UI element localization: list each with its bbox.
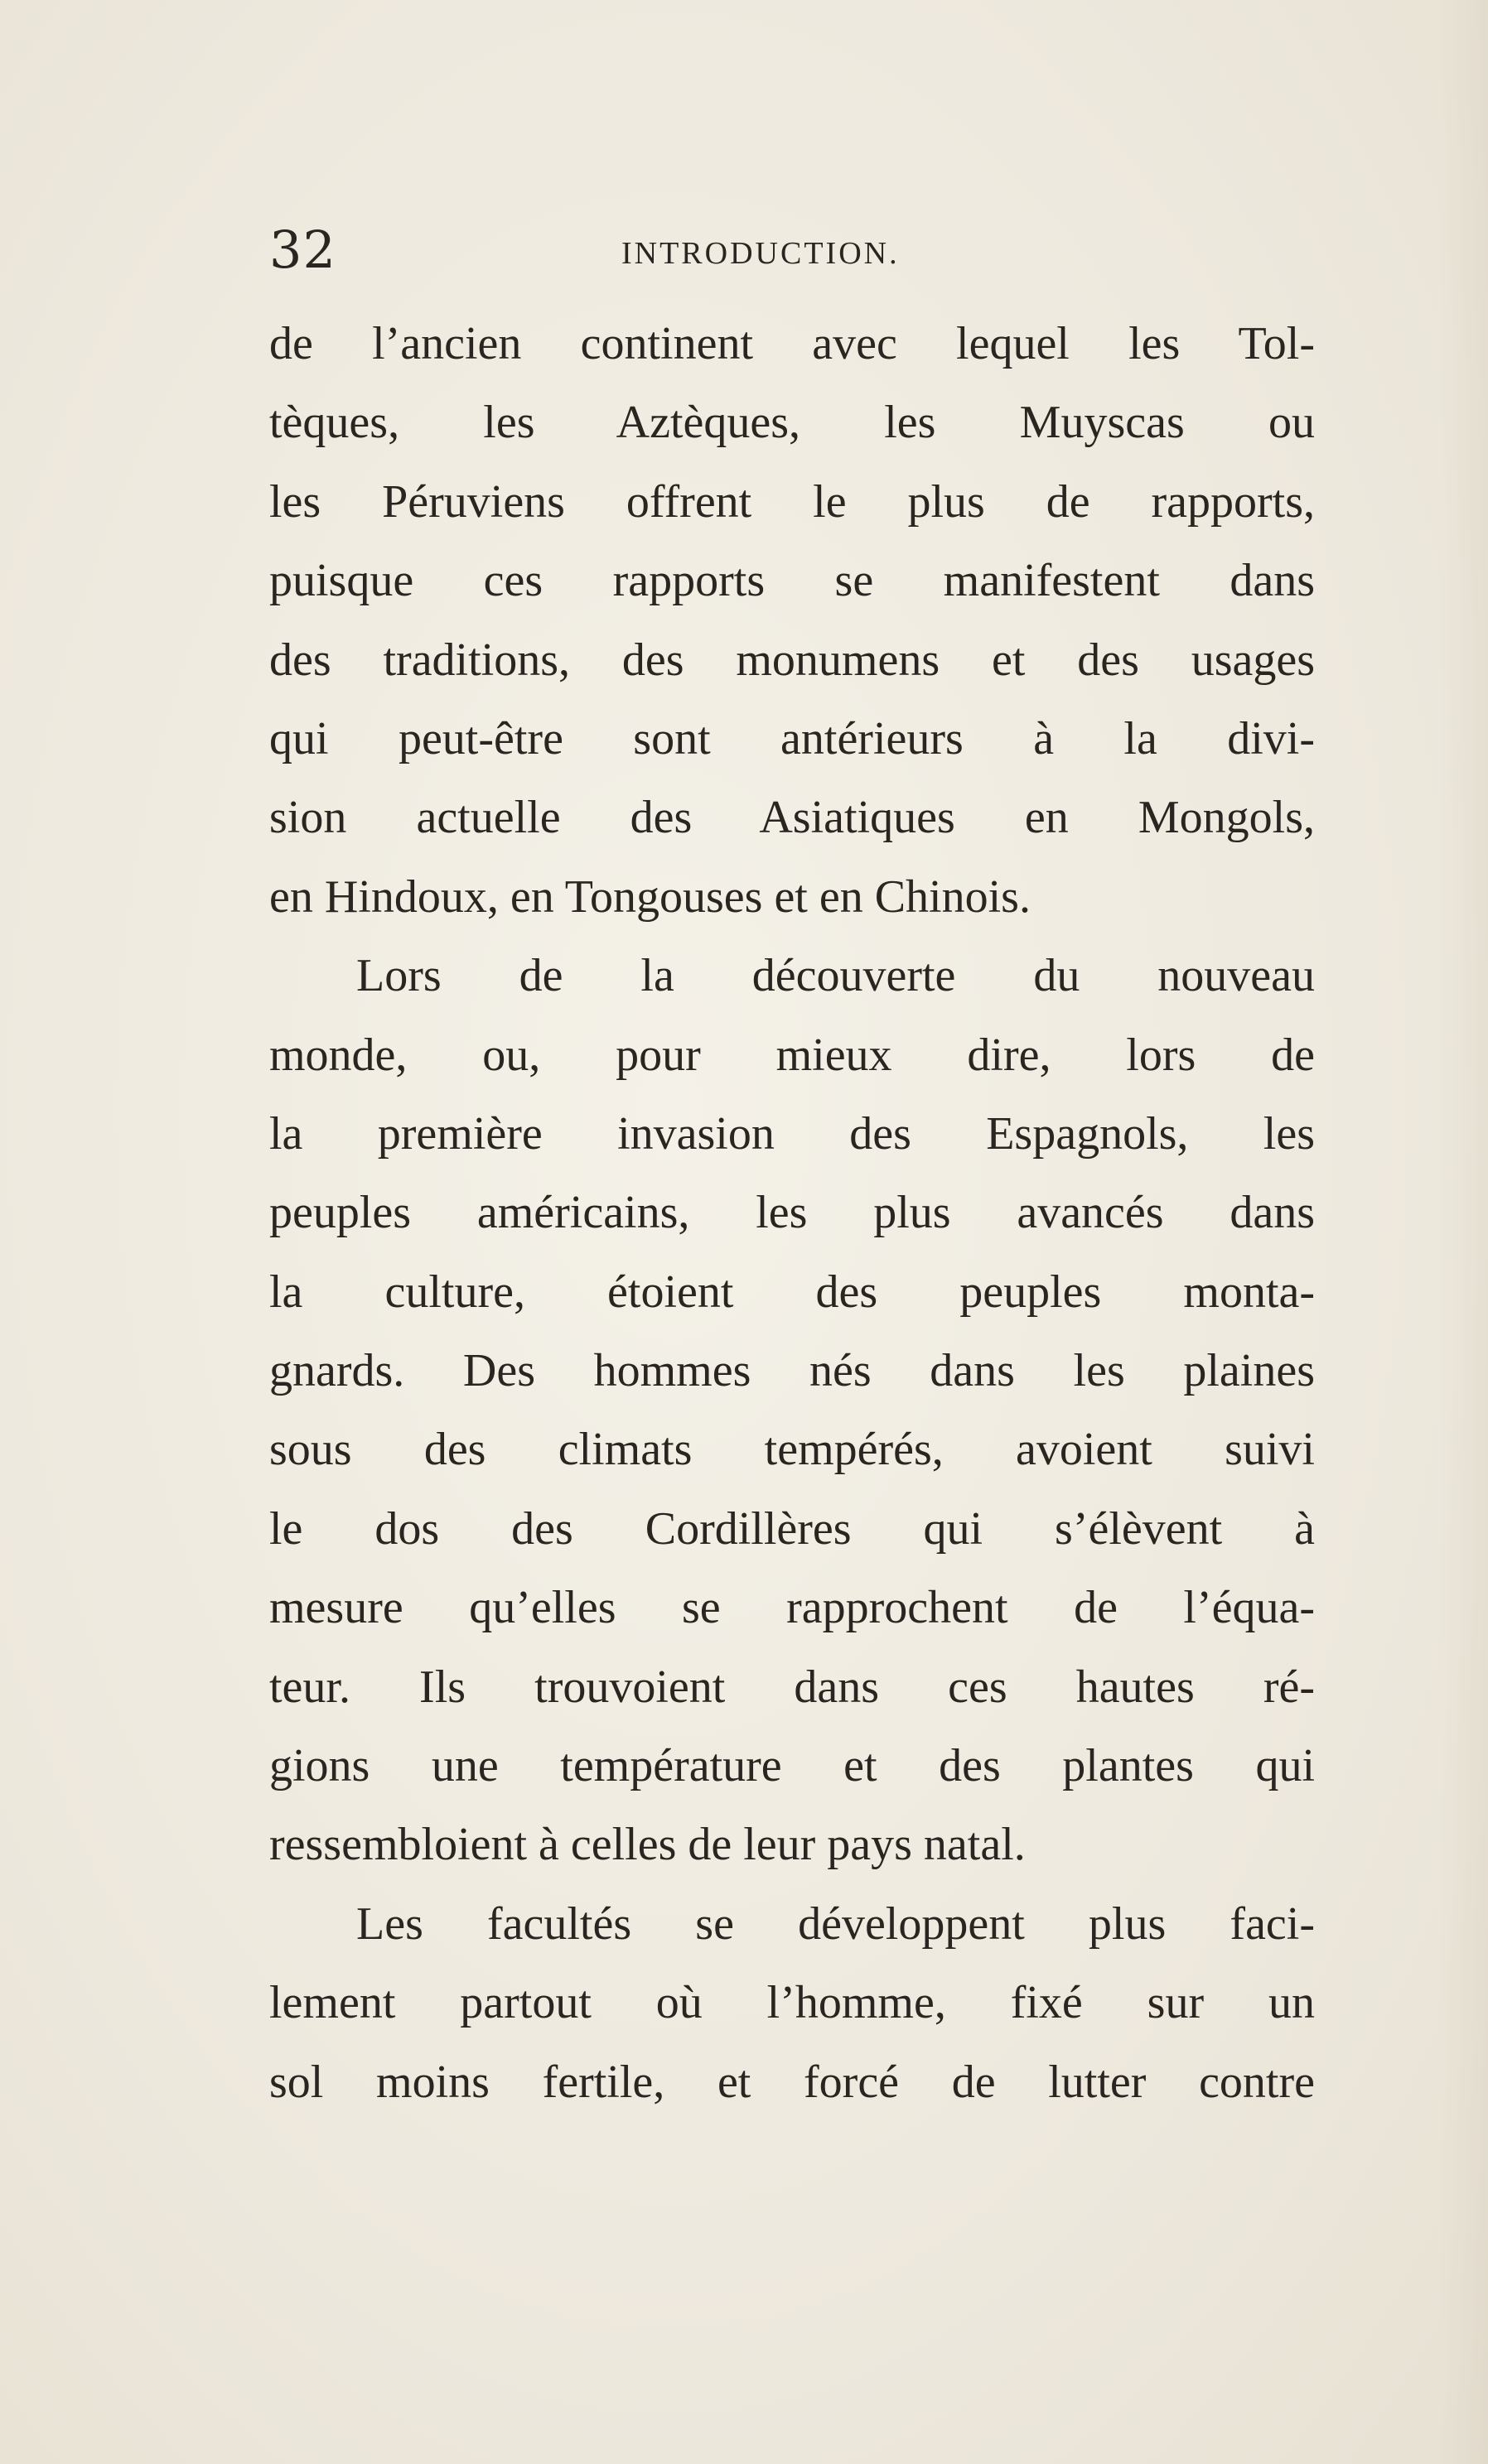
page-edge-shading [1438, 0, 1488, 2464]
text-line: la culture, étoient des peuples monta- [269, 1266, 1315, 1318]
text-line: tèques, les Aztèques, les Muyscas ou [269, 397, 1315, 449]
text-line: mesure qu’elles se rapprochent de l’équa- [269, 1582, 1315, 1634]
text-line: de l’ancien continent avec lequel les Tol- [269, 318, 1315, 369]
text-line: la première invasion des Espagnols, les [269, 1107, 1315, 1160]
text-line: qui peut-être sont antérieurs à la divi- [269, 712, 1315, 764]
running-title: INTRODUCTION. [621, 236, 900, 271]
text-line-paragraph-start: Les facultés se développent plus faci- [356, 1897, 1315, 1950]
page-header [269, 217, 1315, 283]
text-line: puisque ces rapports se manifestent dans [269, 555, 1315, 607]
text-line: le dos des Cordillères qui s’élèvent à [269, 1502, 1315, 1555]
text-line: monde, ou, pour mieux dire, lors de [269, 1029, 1315, 1081]
text-line: en Hindoux, en Tongouses et en Chinois. [269, 870, 1031, 923]
body-text [269, 305, 1315, 2122]
text-line: teur. Ils trouvoient dans ces hautes ré- [269, 1661, 1315, 1713]
text-line: sol moins fertile, et forcé de lutter contre [269, 2056, 1315, 2108]
text-line-paragraph-start: Lors de la découverte du nouveau [356, 950, 1315, 1002]
text-line: sous des climats tempérés, avoient suivi [269, 1424, 1315, 1476]
page-number: 32 [269, 219, 336, 280]
text-line: sion actuelle des Asiatiques en Mongols, [269, 792, 1315, 844]
text-line: les Péruviens offrent le plus de rapports, [269, 475, 1315, 528]
text-line: gnards. Des hommes nés dans les plaines [269, 1345, 1315, 1397]
text-line: des traditions, des monumens et des usages [269, 634, 1315, 686]
text-line: ressembloient à celles de leur pays natal. [269, 1819, 1026, 1871]
text-line: gions une température et des plantes qui [269, 1740, 1315, 1792]
text-line: lement partout où l’homme, fixé sur un [269, 1977, 1315, 2029]
text-line: peuples américains, les plus avancés dans [269, 1187, 1315, 1239]
